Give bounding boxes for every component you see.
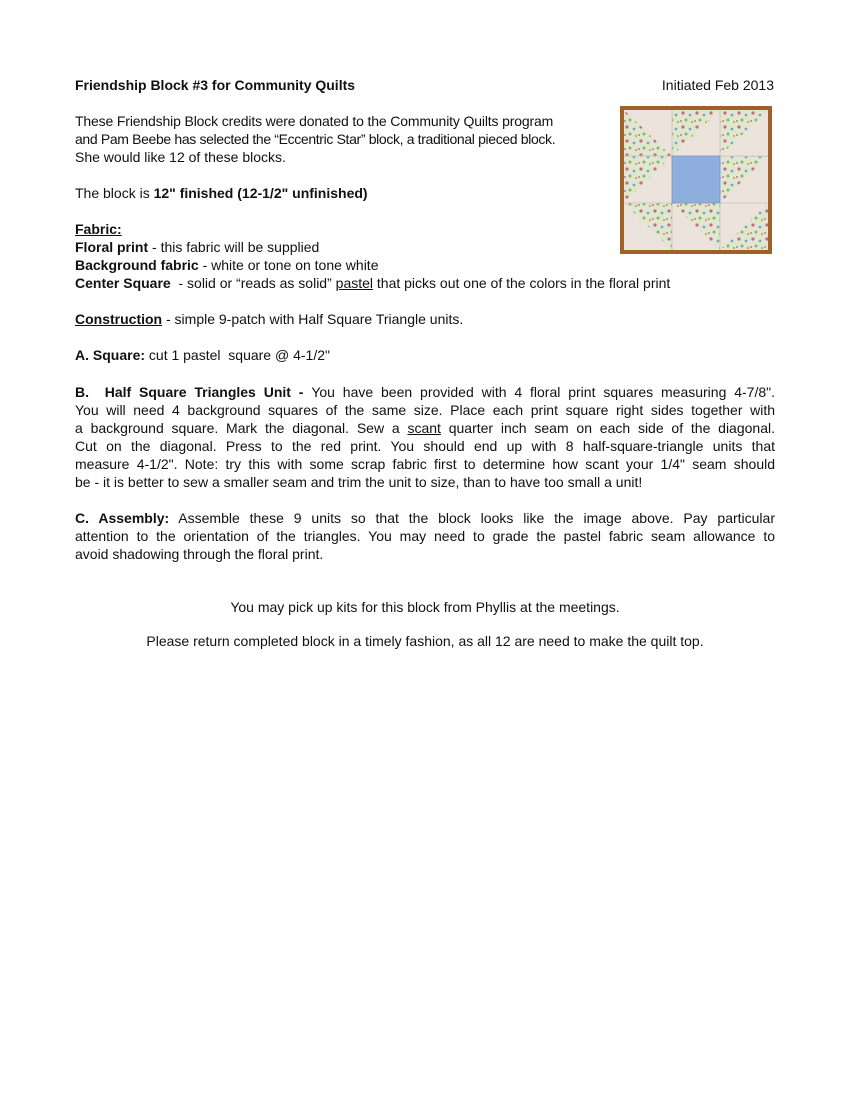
construction-line <box>75 310 463 328</box>
step-a-line <box>75 346 330 364</box>
intro-line-3: She would like 12 of these blocks. <box>75 149 286 165</box>
block-size-value: 12" finished (12-1/2" unfinished) <box>153 185 368 201</box>
step-a-label: A. Square: <box>75 347 146 363</box>
step-b-scant: scant <box>407 420 441 436</box>
initiated-date: Initiated Feb 2013 <box>661 77 774 93</box>
step-c-label: C. Assembly: <box>75 510 170 526</box>
step-b-text-3b: quarter inch seam on each side of the diagonal. <box>440 420 775 436</box>
step-b-line-2: You will need 4 background squares of the same size. Place each print square right sides together with <box>75 402 775 418</box>
fabric-background-line <box>75 256 378 274</box>
kits-note: You may pick up kits for this block from Phyllis at the meetings. <box>230 599 620 615</box>
center-text-pastel: pastel <box>335 275 374 291</box>
step-b-line-4: Cut on the diagonal. Press to the red print. You should end up with 8 half-square-triangle units that <box>75 438 775 454</box>
construction-text: - simple 9-patch with Half Square Triangle units. <box>162 311 464 327</box>
center-text-a: - solid or “reads as solid” <box>170 275 336 291</box>
step-b-paragraph <box>75 383 775 491</box>
fabric-heading: Fabric: <box>75 221 122 237</box>
floral-text: - this fabric will be supplied <box>148 239 320 255</box>
step-b-label: B. Half Square Triangles Unit - <box>75 384 312 400</box>
center-label: Center Square <box>75 275 171 291</box>
step-c-line-2: attention to the orientation of the triangles. You may need to grade the pastel fabric seam allowance to <box>75 528 775 544</box>
fabric-center-line <box>75 274 670 292</box>
step-b-text-3a: a background square. Mark the diagonal. Sew a <box>75 420 408 436</box>
step-a-text: cut 1 pastel square @ 4-1/2" <box>145 347 330 363</box>
return-note: Please return completed block in a timely fashion, as all 12 are need to make the quilt top. <box>146 633 704 649</box>
page-title: Friendship Block #3 for Community Quilts <box>75 77 356 93</box>
intro-line-1: These Friendship Block credits were donated to the Community Quilts program <box>75 113 554 129</box>
intro-line-2: and Pam Beebe has selected the “Eccentric Star” block, a traditional pieced block. <box>75 131 556 147</box>
step-c-paragraph <box>75 509 775 563</box>
step-c-line-1 <box>75 509 775 527</box>
center-text-b: that picks out one of the colors in the floral print <box>373 275 671 291</box>
step-b-line-3 <box>75 419 775 437</box>
background-text: - white or tone on tone white <box>198 257 379 273</box>
step-b-text-1: You have been provided with 4 floral print squares measuring 4-7/8". <box>311 384 775 400</box>
block-size-line <box>75 184 368 202</box>
eccentric-star-block-image <box>620 106 772 254</box>
block-size-prefix: The block is <box>75 185 154 201</box>
construction-label: Construction <box>75 311 163 327</box>
step-b-line-6: be - it is better to sew a smaller seam and trim the unit to size, than to have too small a unit! <box>75 474 643 490</box>
floral-label: Floral print <box>75 239 149 255</box>
step-b-line-5: measure 4-1/2". Note: try this with some scrap fabric first to determine how scant your 1/4" seam should <box>75 456 775 472</box>
step-b-line-1 <box>75 383 775 401</box>
step-c-text-1: Assemble these 9 units so that the block looks like the image above. Pay particular <box>169 510 775 526</box>
center-square <box>672 156 720 203</box>
fabric-floral-line <box>75 238 319 256</box>
background-label: Background fabric <box>75 257 199 273</box>
step-c-line-3: avoid shadowing through the floral print. <box>75 546 324 562</box>
